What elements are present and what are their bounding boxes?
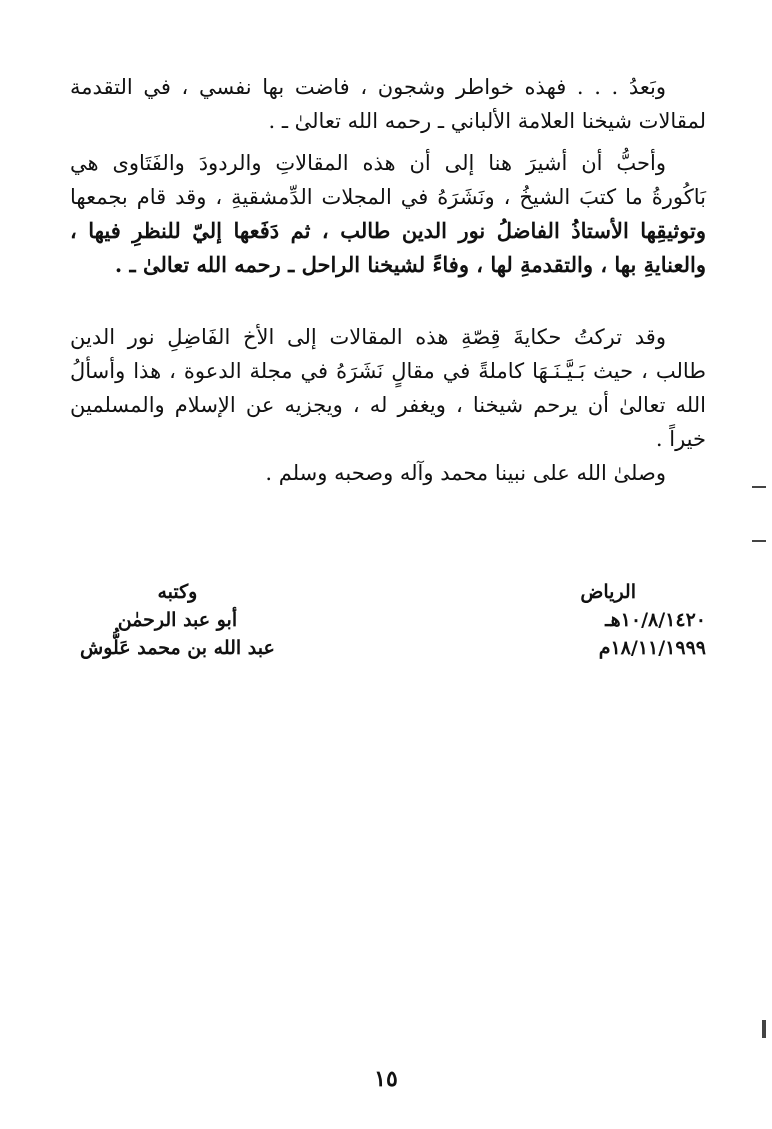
page-number: ١٥: [374, 1066, 398, 1092]
text-line: لمقالات شيخنا العلامة الألباني ـ رحمه الله تعالىٰ ـ .: [268, 109, 706, 133]
collection-paragraph: [70, 146, 706, 282]
author-block: [80, 578, 275, 662]
text-line: وصلىٰ الله على نبينا محمد وآله وصحبه وسلم .: [265, 461, 666, 485]
text-line: والعنايةِ بها ، والتقدمةِ لها ، وفاءً لشيخنا الراحل ـ رحمه الله تعالىٰ ـ .: [114, 252, 706, 277]
signature-block: [70, 578, 706, 688]
text-line: وأحبُّ أن أشيرَ هنا إلى أن هذه المقالاتِ والردودَ والفَتَاوى هي: [70, 151, 666, 175]
gregorian-date: ١٨/١١/١٩٩٩م: [598, 637, 706, 659]
place-name: الرياض: [580, 581, 636, 603]
author-name: عبد الله بن محمد عَلُّوش: [80, 637, 275, 659]
closing-paragraph: [70, 456, 706, 490]
text-line: وتوثيقِها الأستاذُ الفاضلُ نور الدين طالب ، ثم دَفَعها إليّ للنظرِ فيها ،: [70, 218, 706, 243]
text-line: الله تعالىٰ أن يرحم شيخنا ، ويغفر له ، ويجزيه عن الإسلام والمسلمين: [70, 393, 706, 417]
intro-paragraph: [70, 70, 706, 138]
author-kunya: أبو عبد الرحمٰن: [117, 609, 238, 631]
text-line: وقد تركتُ حكايةَ قِصّةِ هذه المقالات إلى الأخ الفَاضِلِ نور الدين: [70, 325, 666, 349]
text-line: وبَعدُ . . . فهذه خواطر وشجون ، فاضت بها نفسي ، في التقدمة: [70, 75, 666, 99]
text-line: خيراً .: [655, 427, 706, 451]
written-by-label: وكتبه: [157, 581, 198, 603]
story-paragraph: [70, 320, 706, 456]
margin-mark: [752, 486, 766, 488]
text-line: طالب ، حيث بَـيَّـنَـهَا كاملةً في مقالٍ نَشَرَهُ في مجلة الدعوة ، هذا وأسألُ: [70, 359, 706, 383]
document-body: [70, 70, 706, 490]
margin-mark: [762, 1020, 766, 1038]
margin-mark: [752, 540, 766, 542]
hijri-date: ١٠/٨/١٤٢٠هـ: [605, 609, 706, 631]
place-date-block: [580, 578, 706, 662]
text-line: بَاكُورةُ ما كتبَ الشيخُ ، ونَشَرَهُ في المجلات الدِّمشقيةِ ، وقد قام بجمعها: [70, 185, 706, 209]
